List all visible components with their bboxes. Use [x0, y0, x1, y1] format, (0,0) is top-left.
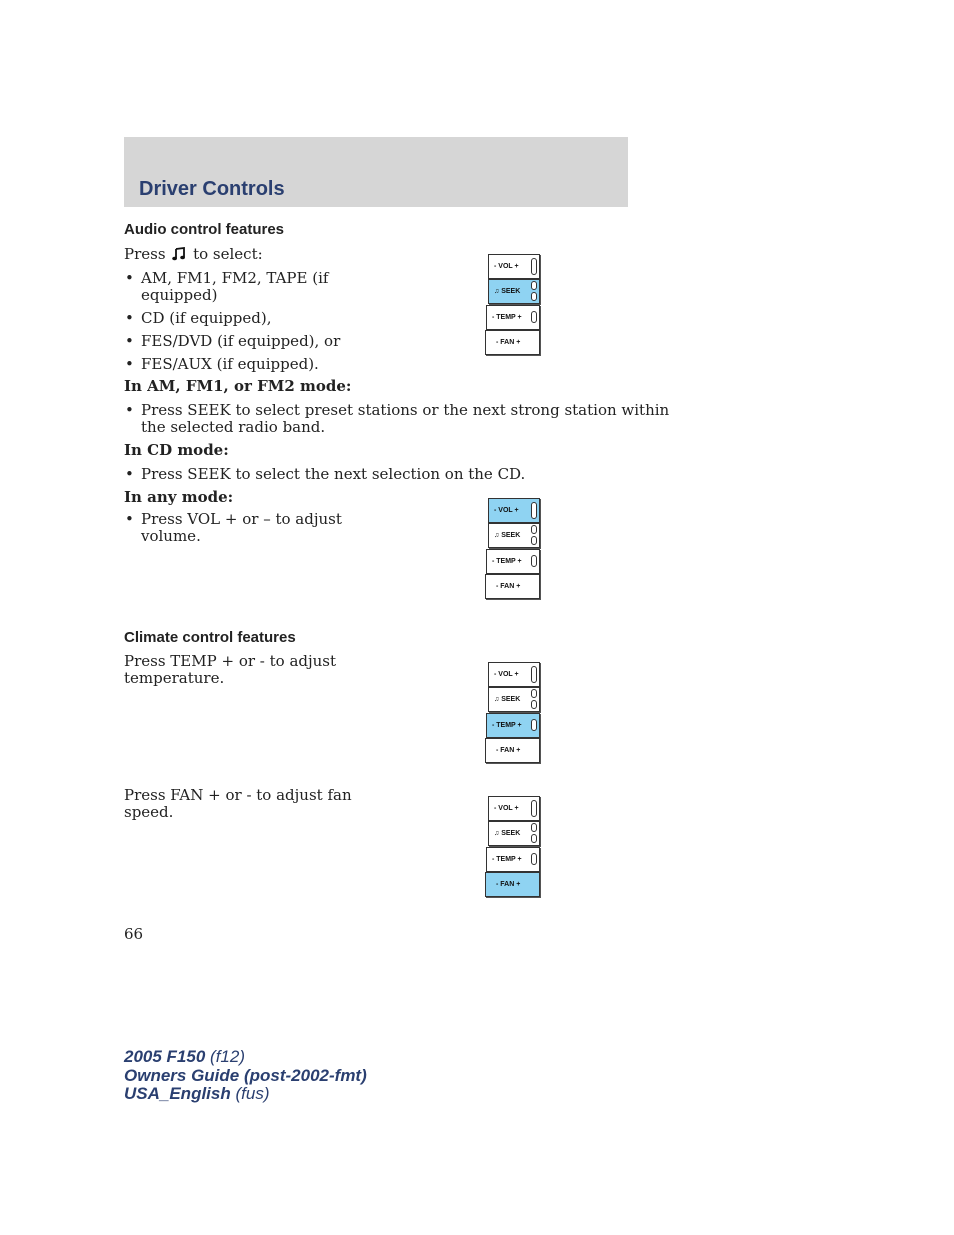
fan-button[interactable]: - FAN + [485, 330, 540, 355]
press-pre: Press [124, 245, 166, 263]
seek-indicator [531, 689, 537, 709]
temp-instruction: Press TEMP + or - to adjust temperature. [124, 652, 337, 687]
music-note-icon [172, 247, 186, 261]
fan-button[interactable]: - FAN + [485, 872, 540, 897]
page-number: 66 [124, 925, 144, 943]
seek-indicator [531, 281, 537, 301]
vol-button[interactable]: - VOL + [488, 662, 540, 687]
seek-button[interactable]: ♫ SEEK [488, 821, 540, 846]
fan-button[interactable]: - FAN + [485, 738, 540, 763]
vol-indicator [531, 502, 537, 519]
temp-button[interactable]: - TEMP + [486, 713, 540, 738]
vol-button[interactable]: - VOL + [488, 498, 540, 523]
climate-heading: Climate control features [124, 629, 296, 646]
am-mode-list [124, 402, 669, 442]
cd-mode-heading: In CD mode: [124, 441, 229, 459]
seek-indicator [531, 823, 537, 843]
temp-button[interactable]: - TEMP + [486, 549, 540, 574]
list-item: • AM, FM1, FM2, TAPE (if equipped) [125, 269, 329, 304]
audio-heading: Audio control features [124, 221, 285, 238]
list-item: • CD (if equipped), [125, 309, 272, 327]
footer-language: USA_English (fus) [124, 1084, 270, 1103]
vol-button[interactable]: - VOL + [488, 796, 540, 821]
cd-mode-list [124, 466, 525, 489]
seek-button[interactable]: ♫ SEEK [488, 523, 540, 548]
list-item: • FES/DVD (if equipped), or [125, 332, 341, 350]
list-item: • Press VOL + or – to adjust volume. [125, 510, 342, 545]
vol-button[interactable]: - VOL + [488, 254, 540, 279]
list-item: • Press SEEK to select the next selection on the CD. [125, 465, 526, 483]
list-item: • FES/AUX (if equipped). [125, 355, 319, 373]
press-note-line [124, 246, 263, 263]
temp-indicator [531, 853, 537, 865]
seek-indicator [531, 525, 537, 545]
header-band [124, 137, 628, 207]
fan-instruction: Press FAN + or - to adjust fan speed. [124, 786, 352, 821]
any-mode-heading: In any mode: [124, 488, 234, 506]
vol-indicator [531, 258, 537, 275]
press-post: to select: [193, 245, 263, 263]
list-item: • Press SEEK to select preset stations or the next strong station within the selected radio band. [125, 401, 670, 436]
seek-button[interactable]: ♫ SEEK [488, 687, 540, 712]
footer-guide: Owners Guide (post-2002-fmt) [124, 1066, 367, 1085]
temp-indicator [531, 555, 537, 567]
music-note-icon: ♫ [494, 696, 500, 703]
seek-button[interactable]: ♫ SEEK [488, 279, 540, 304]
fan-button[interactable]: - FAN + [485, 574, 540, 599]
vol-indicator [531, 666, 537, 683]
page-title: Driver Controls [139, 178, 285, 200]
footer-model: 2005 F150 (f12) [124, 1047, 245, 1066]
am-mode-heading: In AM, FM1, or FM2 mode: [124, 377, 352, 395]
music-note-icon: ♫ [494, 830, 500, 837]
temp-indicator [531, 719, 537, 731]
music-note-icon: ♫ [494, 532, 500, 539]
temp-button[interactable]: - TEMP + [486, 305, 540, 330]
temp-indicator [531, 311, 537, 323]
temp-button[interactable]: - TEMP + [486, 847, 540, 872]
any-mode-list [124, 511, 342, 551]
vol-indicator [531, 800, 537, 817]
audio-mode-list [124, 270, 340, 379]
music-note-icon: ♫ [494, 288, 500, 295]
